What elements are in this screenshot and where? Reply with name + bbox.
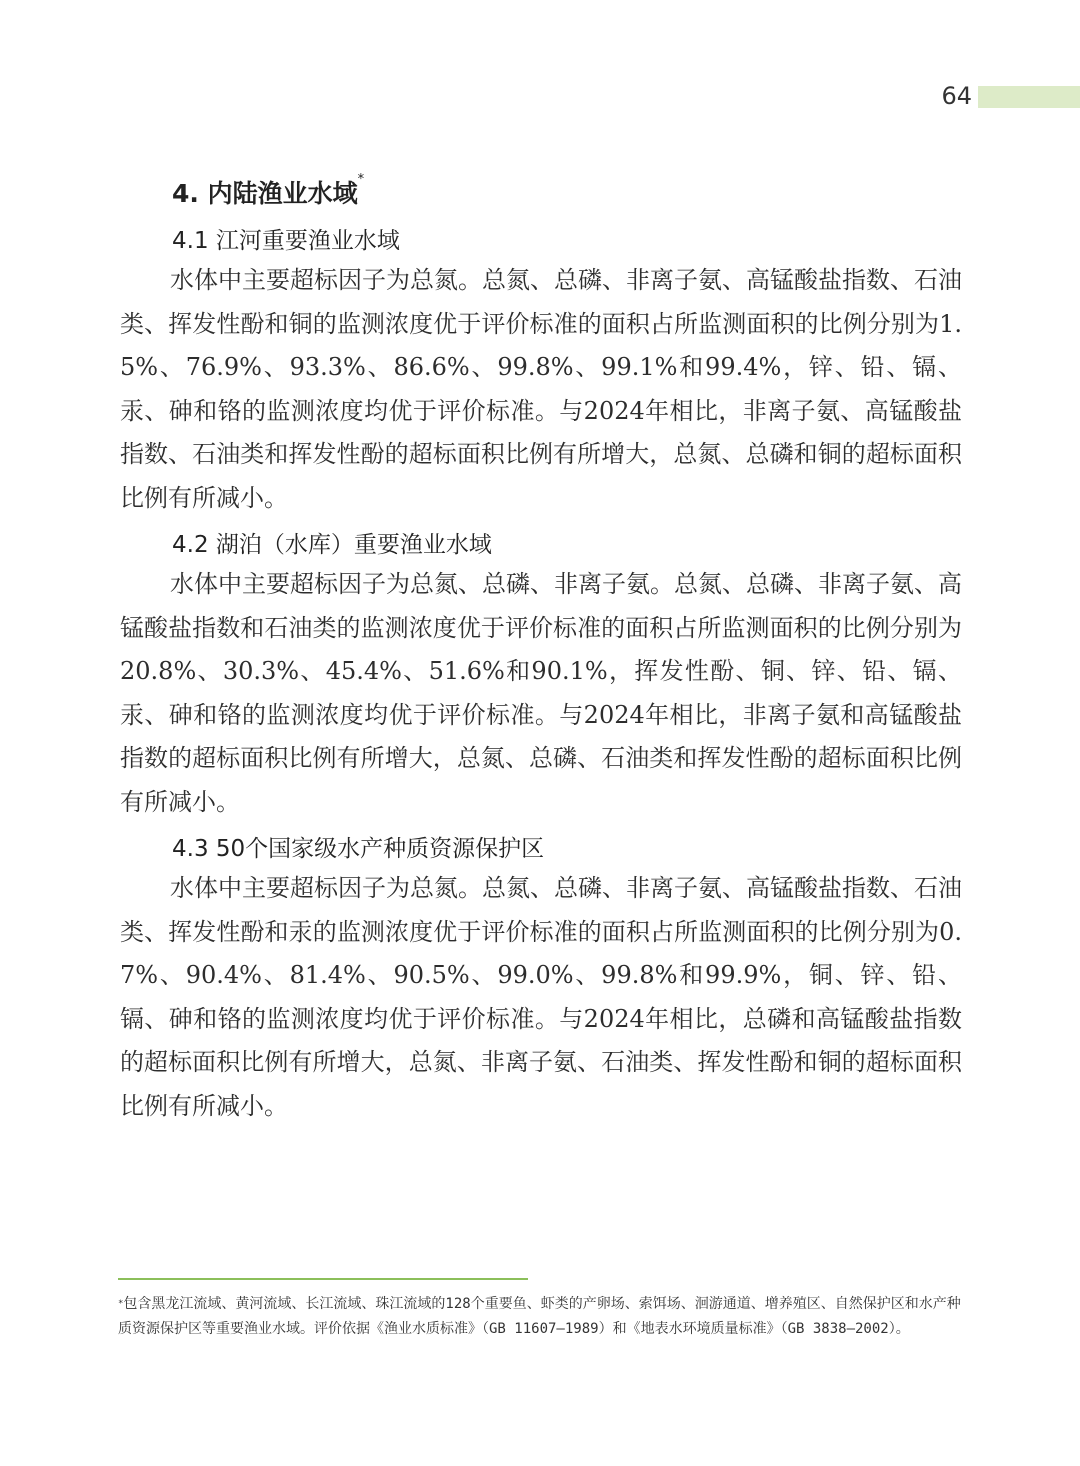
subsection-title-4-2: 4.2 湖泊（水库）重要渔业水域 [172,532,492,558]
paragraph-4-1: 水体中主要超标因子为总氮。总氮、总磷、非离子氨、高锰酸盐指数、石油类、挥发性酚和铜的监测浓度优于评价标准的面积占所监测面积的比例分别为1.5%、76.9%、93.3%、86.6%、99.8%、99.1%和99.4%，锌、铅、镉、汞、砷和铬的监测浓度均优于评价标准。与2024年相比，非离子氨、高锰酸盐指数、石油类和挥发性酚的超标面积比例有所增大，总氮、总磷和铜的超标面积比例有所减小。 [120,266,962,512]
page-number: 64 [941,82,972,110]
section-title-text: 4. 内陆渔业水域 [172,179,358,208]
footnote-divider [118,1278,528,1280]
paragraph-4-2: 水体中主要超标因子为总氮、总磷、非离子氨。总氮、总磷、非离子氨、高锰酸盐指数和石油类的监测浓度优于评价标准的面积占所监测面积的比例分别为20.8%、30.3%、45.4%、51.6%和90.1%，挥发性酚、铜、锌、铅、镉、汞、砷和铬的监测浓度均优于评价标准。与2024年相比，非离子氨和高锰酸盐指数的超标面积比例有所增大，总氮、总磷、石油类和挥发性酚的超标面积比例有所减小。 [120,570,962,816]
section-title [172,174,364,210]
footnote-text: 包含黑龙江流域、黄河流域、长江流域、珠江流域的128个重要鱼、虾类的产卵场、索饵场、洄游通道、增养殖区、自然保护区和水产种质资源保护区等重要渔业水域。评价依据《渔业水质标准》（GB 11607—1989）和《地表水环境质量标准》（GB 3838—2002）。 [118,1296,961,1337]
subsection-title-4-1: 4.1 江河重要渔业水域 [172,228,400,254]
paragraph-4-3: 水体中主要超标因子为总氮。总氮、总磷、非离子氨、高锰酸盐指数、石油类、挥发性酚和汞的监测浓度优于评价标准的面积占所监测面积的比例分别为0.7%、90.4%、81.4%、90.5%、99.0%、99.8%和99.9%，铜、锌、铅、镉、砷和铬的监测浓度均优于评价标准。与2024年相比，总磷和高锰酸盐指数的超标面积比例有所增大，总氮、非离子氨、石油类、挥发性酚和铜的超标面积比例有所减小。 [120,874,962,1120]
footnote [118,1292,964,1342]
subsection-title-4-3: 4.3 50个国家级水产种质资源保护区 [172,836,545,862]
section-title-footnote-mark: * [357,172,365,187]
footnote-mark: * [118,1299,124,1309]
page-tab-decoration [978,86,1080,108]
